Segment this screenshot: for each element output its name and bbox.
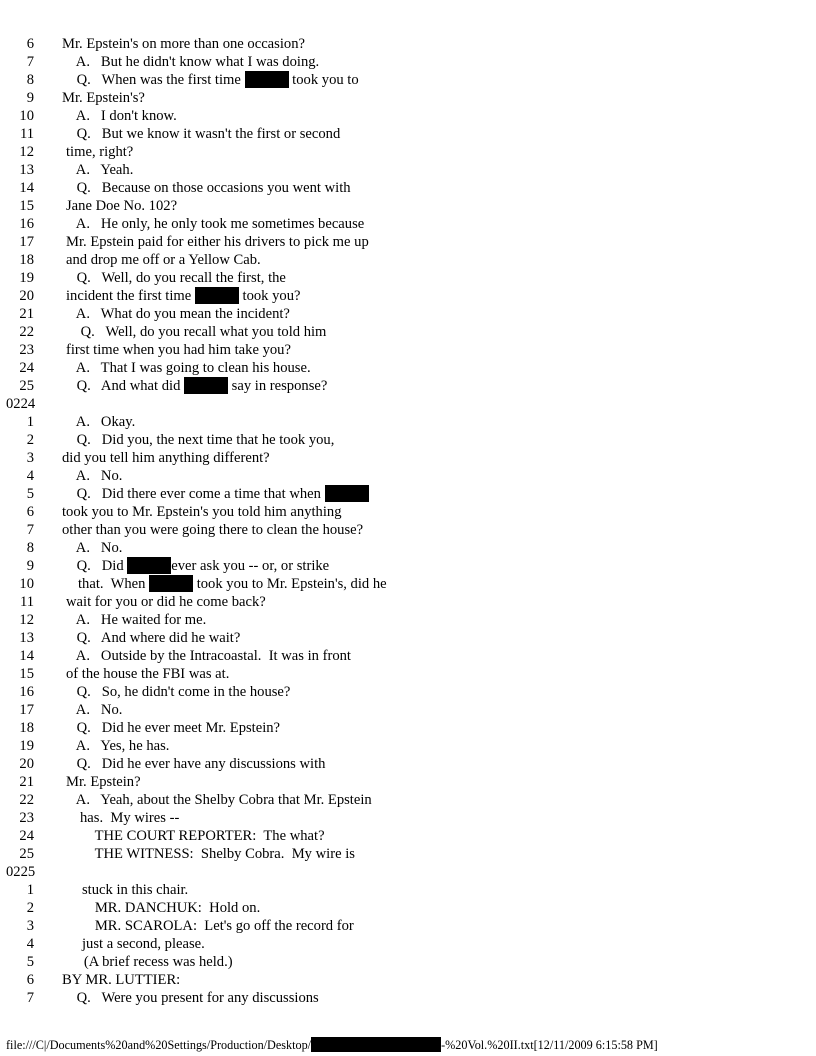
transcript-line bbox=[0, 125, 816, 143]
text-segment: A. That I was going to clean his house. bbox=[62, 360, 311, 376]
transcript-line bbox=[0, 449, 816, 467]
text-segment: A. Yeah. bbox=[62, 162, 134, 178]
transcript-line bbox=[0, 197, 816, 215]
text-segment: Q. Did he ever have any discussions with bbox=[62, 756, 326, 772]
line-text bbox=[62, 683, 290, 701]
line-number: 6 bbox=[26, 972, 34, 988]
line-text bbox=[66, 341, 291, 359]
line-text bbox=[62, 917, 354, 935]
line-number: 24 bbox=[19, 828, 34, 844]
text-segment: wait for you or did he come back? bbox=[66, 594, 266, 610]
line-number: 24 bbox=[19, 360, 34, 376]
transcript-line bbox=[0, 683, 816, 701]
transcript-line bbox=[0, 323, 816, 341]
transcript-line bbox=[0, 485, 816, 503]
text-segment: A. Yeah, about the Shelby Cobra that Mr. Epstein bbox=[62, 792, 372, 808]
line-number: 23 bbox=[19, 342, 34, 358]
text-segment: Q. Well, do you recall what you told him bbox=[66, 324, 327, 340]
transcript-line bbox=[0, 35, 816, 53]
transcript-line bbox=[0, 899, 816, 917]
line-text bbox=[62, 179, 351, 197]
text-segment: A. No. bbox=[62, 702, 123, 718]
line-number: 3 bbox=[26, 918, 34, 934]
text-segment: of the house the FBI was at. bbox=[66, 666, 230, 682]
transcript-line bbox=[0, 71, 816, 89]
line-number: 10 bbox=[19, 576, 34, 592]
line-number: 15 bbox=[19, 198, 34, 214]
transcript-line bbox=[0, 647, 816, 665]
line-number: 5 bbox=[26, 954, 34, 970]
redaction-bar bbox=[325, 485, 369, 502]
text-segment: MR. DANCHUK: Hold on. bbox=[62, 900, 261, 916]
line-number: 6 bbox=[26, 36, 34, 52]
transcript-line bbox=[0, 989, 816, 1007]
line-text bbox=[62, 521, 363, 539]
text-segment: did you tell him anything different? bbox=[62, 450, 270, 466]
line-text bbox=[62, 971, 180, 989]
line-text bbox=[62, 557, 329, 575]
transcript-line bbox=[0, 431, 816, 449]
page-number: 0224 bbox=[6, 396, 36, 412]
line-number: 6 bbox=[26, 504, 34, 520]
line-text bbox=[62, 899, 260, 917]
transcript-line bbox=[0, 791, 816, 809]
line-number: 8 bbox=[26, 72, 34, 88]
line-text bbox=[62, 629, 240, 647]
text-segment: Q. So, he didn't come in the house? bbox=[62, 684, 291, 700]
line-number: 16 bbox=[19, 684, 34, 700]
text-segment: A. Outside by the Intracoastal. It was in front bbox=[62, 648, 351, 664]
transcript-line bbox=[0, 701, 816, 719]
line-number: 9 bbox=[26, 558, 34, 574]
text-segment: A. No. bbox=[62, 468, 123, 484]
line-text bbox=[62, 791, 372, 809]
line-number: 4 bbox=[26, 936, 34, 952]
text-segment: time, right? bbox=[66, 144, 134, 160]
line-text bbox=[82, 881, 188, 899]
line-text bbox=[62, 71, 359, 89]
line-text bbox=[62, 503, 342, 521]
line-text bbox=[62, 305, 290, 323]
footer-prefix: file:///C|/Documents%20and%20Settings/Production/Desktop/ bbox=[6, 1038, 312, 1052]
line-number: 7 bbox=[26, 54, 34, 70]
line-number: 16 bbox=[19, 216, 34, 232]
transcript-line bbox=[0, 935, 816, 953]
line-text bbox=[62, 845, 355, 863]
line-number: 22 bbox=[19, 324, 34, 340]
text-segment: Mr. Epstein's? bbox=[62, 90, 145, 106]
text-segment: THE COURT REPORTER: The what? bbox=[62, 828, 325, 844]
transcript-line bbox=[0, 665, 816, 683]
transcript-line bbox=[0, 521, 816, 539]
text-segment: stuck in this chair. bbox=[82, 882, 189, 898]
transcript-line bbox=[0, 953, 816, 971]
text-segment: Q. Did he ever meet Mr. Epstein? bbox=[62, 720, 281, 736]
transcript-line bbox=[0, 179, 816, 197]
transcript-line bbox=[0, 773, 816, 791]
page-number-line bbox=[0, 863, 816, 881]
transcript-line bbox=[0, 143, 816, 161]
line-text bbox=[66, 323, 326, 341]
line-text bbox=[62, 611, 206, 629]
line-text bbox=[66, 665, 229, 683]
text-segment: Mr. Epstein? bbox=[66, 774, 141, 790]
line-number: 9 bbox=[26, 90, 34, 106]
text-segment: Q. Did you, the next time that he took you, bbox=[62, 432, 335, 448]
text-segment: incident the first time bbox=[66, 288, 195, 304]
transcript-line bbox=[0, 611, 816, 629]
transcript-line bbox=[0, 737, 816, 755]
transcript-line bbox=[0, 377, 816, 395]
line-number: 19 bbox=[19, 738, 34, 754]
transcript-line bbox=[0, 341, 816, 359]
line-number: 22 bbox=[19, 792, 34, 808]
text-segment: Jane Doe No. 102? bbox=[66, 198, 178, 214]
line-text bbox=[62, 827, 325, 845]
line-number: 21 bbox=[19, 774, 34, 790]
line-number: 18 bbox=[19, 252, 34, 268]
line-text bbox=[62, 215, 364, 233]
line-number: 15 bbox=[19, 666, 34, 682]
line-number: 2 bbox=[26, 900, 34, 916]
text-segment: Mr. Epstein's on more than one occasion? bbox=[62, 36, 305, 52]
text-segment: Q. But we know it wasn't the first or second bbox=[62, 126, 341, 142]
line-text bbox=[66, 197, 177, 215]
redaction-bar bbox=[311, 1037, 441, 1052]
line-number: 13 bbox=[19, 162, 34, 178]
line-text bbox=[62, 467, 122, 485]
line-text bbox=[66, 593, 266, 611]
text-segment: THE WITNESS: Shelby Cobra. My wire is bbox=[62, 846, 355, 862]
transcript-line bbox=[0, 719, 816, 737]
line-number: 10 bbox=[19, 108, 34, 124]
line-number: 11 bbox=[19, 126, 34, 142]
line-number: 13 bbox=[19, 630, 34, 646]
line-text bbox=[62, 269, 286, 287]
text-segment: and drop me off or a Yellow Cab. bbox=[66, 252, 261, 268]
line-text bbox=[62, 431, 334, 449]
transcript-line bbox=[0, 233, 816, 251]
text-segment: took you to Mr. Epstein's you told him anything bbox=[62, 504, 342, 520]
line-number: 14 bbox=[19, 648, 34, 664]
transcript-line bbox=[0, 251, 816, 269]
line-text bbox=[62, 989, 319, 1007]
transcript-line bbox=[0, 89, 816, 107]
page-number-line bbox=[0, 395, 816, 413]
line-number: 7 bbox=[26, 522, 34, 538]
line-text bbox=[62, 647, 351, 665]
transcript-line bbox=[0, 629, 816, 647]
text-segment: just a second, please. bbox=[82, 936, 205, 952]
transcript-line bbox=[0, 539, 816, 557]
text-segment: Q. And where did he wait? bbox=[62, 630, 241, 646]
transcript-line bbox=[0, 413, 816, 431]
line-text bbox=[62, 377, 327, 395]
text-segment: A. Yes, he has. bbox=[62, 738, 170, 754]
transcript-line bbox=[0, 161, 816, 179]
line-text bbox=[62, 719, 280, 737]
line-number: 5 bbox=[26, 486, 34, 502]
line-text bbox=[66, 143, 133, 161]
transcript-line bbox=[0, 593, 816, 611]
text-segment: Q. Were you present for any discussions bbox=[62, 990, 319, 1006]
file-path-footer bbox=[6, 1037, 658, 1053]
line-text bbox=[62, 359, 311, 377]
line-number: 17 bbox=[19, 234, 34, 250]
line-text bbox=[62, 737, 169, 755]
text-segment: BY MR. LUTTIER: bbox=[62, 972, 181, 988]
line-text bbox=[66, 233, 369, 251]
line-text bbox=[62, 35, 305, 53]
line-text bbox=[82, 935, 205, 953]
line-number: 1 bbox=[26, 882, 34, 898]
transcript-line bbox=[0, 215, 816, 233]
line-number: 2 bbox=[26, 432, 34, 448]
line-number: 14 bbox=[19, 180, 34, 196]
text-segment: took you? bbox=[238, 288, 301, 304]
transcript-line bbox=[0, 305, 816, 323]
transcript-line bbox=[0, 359, 816, 377]
line-text bbox=[80, 809, 179, 827]
line-number: 18 bbox=[19, 720, 34, 736]
line-text bbox=[62, 53, 319, 71]
text-segment: has. My wires -- bbox=[80, 810, 180, 826]
line-number: 25 bbox=[19, 846, 34, 862]
redaction-bar bbox=[245, 71, 289, 88]
text-segment: MR. SCAROLA: Let's go off the record for bbox=[62, 918, 354, 934]
line-number: 1 bbox=[26, 414, 34, 430]
line-number: 23 bbox=[19, 810, 34, 826]
line-number: 8 bbox=[26, 540, 34, 556]
footer-suffix: -%20Vol.%20II.txt[12/11/2009 6:15:58 PM] bbox=[441, 1038, 658, 1052]
transcript-line bbox=[0, 575, 816, 593]
text-segment: A. Okay. bbox=[62, 414, 136, 430]
line-number: 12 bbox=[19, 144, 34, 160]
line-text bbox=[62, 953, 233, 971]
text-segment: Q. Did there ever come a time that when bbox=[62, 486, 325, 502]
transcript-line bbox=[0, 557, 816, 575]
transcript-line bbox=[0, 287, 816, 305]
redaction-bar bbox=[184, 377, 228, 394]
transcript-line bbox=[0, 467, 816, 485]
line-text bbox=[78, 575, 387, 593]
text-segment: other than you were going there to clean the house? bbox=[62, 522, 364, 538]
line-number: 4 bbox=[26, 468, 34, 484]
text-segment: Q. And what did bbox=[62, 378, 185, 394]
transcript-line bbox=[0, 107, 816, 125]
line-text bbox=[66, 251, 261, 269]
text-segment: A. I don't know. bbox=[62, 108, 177, 124]
text-segment: took you to Mr. Epstein's, did he bbox=[193, 576, 387, 592]
text-segment: A. He only, he only took me sometimes because bbox=[62, 216, 365, 232]
transcript-line bbox=[0, 881, 816, 899]
transcript-line bbox=[0, 269, 816, 287]
text-segment: ever ask you -- or, or strike bbox=[171, 558, 330, 574]
transcript-line bbox=[0, 845, 816, 863]
page-number: 0225 bbox=[6, 864, 36, 880]
text-segment: A. He waited for me. bbox=[62, 612, 207, 628]
transcript-line bbox=[0, 827, 816, 845]
text-segment: took you to bbox=[288, 72, 359, 88]
text-segment: say in response? bbox=[228, 378, 328, 394]
line-text bbox=[62, 413, 135, 431]
line-text bbox=[62, 485, 369, 503]
line-number: 20 bbox=[19, 756, 34, 772]
line-text bbox=[66, 773, 141, 791]
text-segment: Q. Because on those occasions you went with bbox=[62, 180, 351, 196]
line-number: 11 bbox=[19, 594, 34, 610]
transcript-line bbox=[0, 971, 816, 989]
line-text bbox=[62, 449, 270, 467]
line-number: 3 bbox=[26, 450, 34, 466]
line-text bbox=[62, 755, 325, 773]
line-number: 7 bbox=[26, 990, 34, 1006]
line-text bbox=[62, 107, 177, 125]
text-segment: Mr. Epstein paid for either his drivers to pick me up bbox=[66, 234, 369, 250]
line-text bbox=[62, 539, 122, 557]
transcript-line bbox=[0, 809, 816, 827]
transcript-line bbox=[0, 53, 816, 71]
text-segment: that. When bbox=[78, 576, 150, 592]
line-number: 12 bbox=[19, 612, 34, 628]
text-segment: Q. Did bbox=[62, 558, 128, 574]
text-segment: A. But he didn't know what I was doing. bbox=[62, 54, 320, 70]
text-segment: A. What do you mean the incident? bbox=[62, 306, 290, 322]
line-text bbox=[62, 125, 340, 143]
line-text bbox=[66, 287, 301, 305]
text-segment: Q. Well, do you recall the first, the bbox=[62, 270, 286, 286]
transcript-line bbox=[0, 917, 816, 935]
transcript-line bbox=[0, 755, 816, 773]
line-number: 25 bbox=[19, 378, 34, 394]
line-number: 21 bbox=[19, 306, 34, 322]
text-segment: first time when you had him take you? bbox=[66, 342, 291, 358]
text-segment: (A brief recess was held.) bbox=[62, 954, 233, 970]
line-text bbox=[62, 161, 133, 179]
text-segment: A. No. bbox=[62, 540, 123, 556]
redaction-bar bbox=[149, 575, 193, 592]
transcript-line bbox=[0, 503, 816, 521]
line-text bbox=[62, 701, 122, 719]
line-number: 19 bbox=[19, 270, 34, 286]
line-number: 17 bbox=[19, 702, 34, 718]
redaction-bar bbox=[127, 557, 171, 574]
text-segment: Q. When was the first time bbox=[62, 72, 245, 88]
redaction-bar bbox=[195, 287, 239, 304]
line-number: 20 bbox=[19, 288, 34, 304]
line-text bbox=[62, 89, 145, 107]
